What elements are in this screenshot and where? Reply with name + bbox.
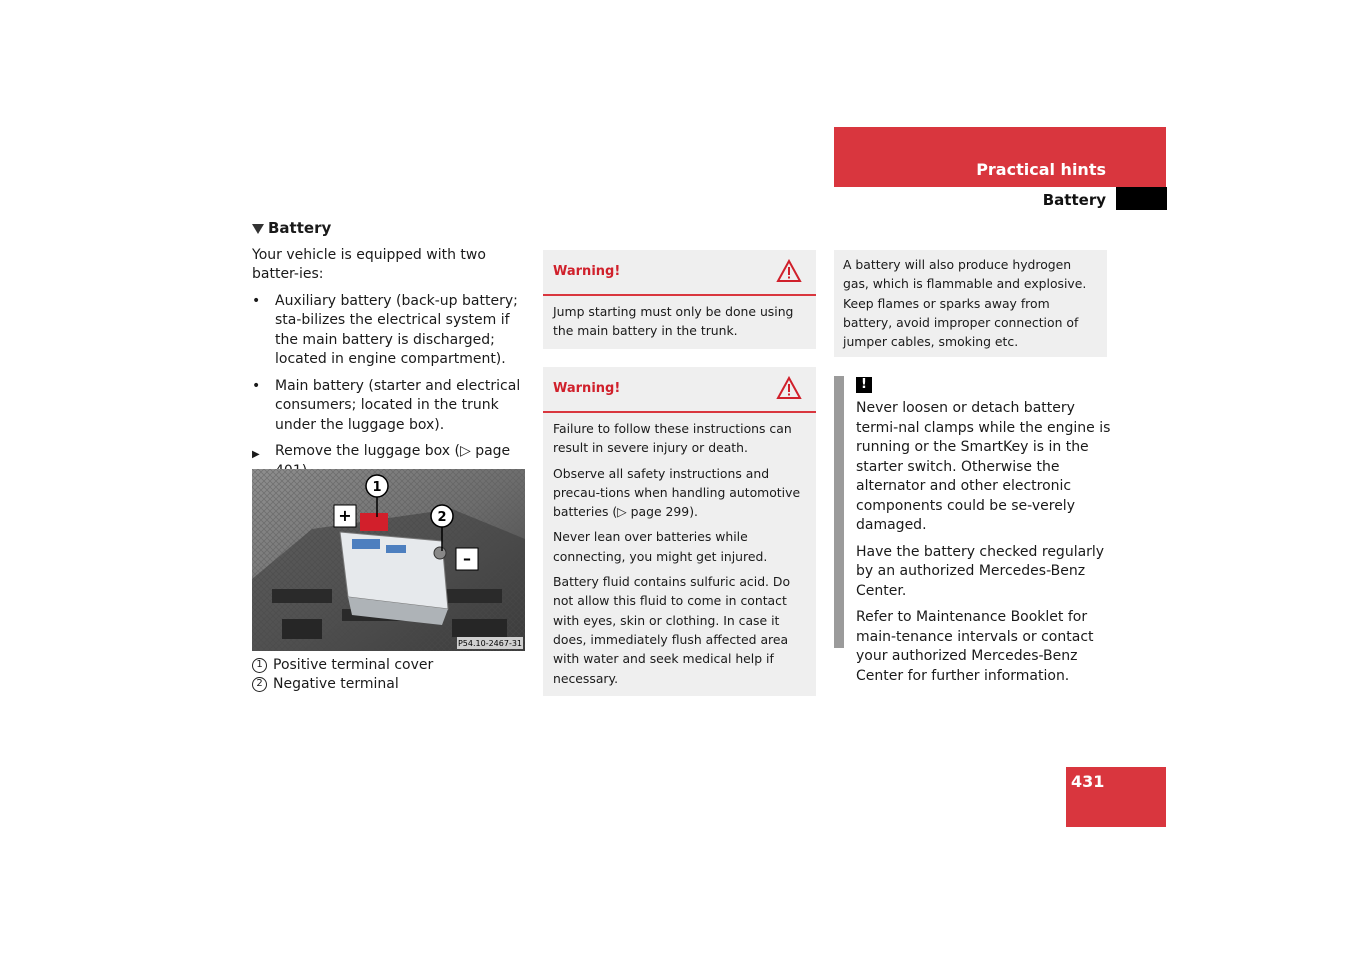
warning-label: Warning! bbox=[553, 264, 621, 279]
section-triangle-icon bbox=[252, 224, 264, 234]
note-bar bbox=[834, 376, 844, 648]
hydrogen-warning-continued bbox=[834, 250, 1107, 357]
minus-label: – bbox=[463, 549, 471, 568]
note-text: Refer to Maintenance Booklet for main-tenance intervals or contact your authorized Mercedes-Benz Center for further information. bbox=[856, 609, 1094, 684]
caption-number: 1 bbox=[252, 658, 267, 673]
caption-text: Negative terminal bbox=[273, 676, 399, 692]
callout-2-label: 2 bbox=[437, 510, 447, 525]
note-text: Never loosen or detach battery termi-nal clamps while the engine is running or the SmartKey is in the starter switch. Otherwise the alternator and other electronic components could be se-verely damaged. bbox=[856, 400, 1111, 533]
warning-label: Warning! bbox=[553, 381, 621, 396]
callout-1-label: 1 bbox=[372, 480, 382, 495]
warning-text: Observe all safety instructions and precau-tions when handling automotive batteries (▷ page 299). bbox=[553, 465, 801, 520]
caption-text: Positive terminal cover bbox=[273, 657, 434, 673]
bullet-icon: • bbox=[252, 377, 261, 394]
list-item-text: Main battery (starter and electrical consumers; located in the trunk under the luggage box). bbox=[275, 377, 521, 433]
warning-body bbox=[543, 413, 816, 696]
warning-text: Never lean over batteries while connecting, you might get injured. bbox=[553, 529, 768, 564]
list-item bbox=[252, 292, 527, 370]
warning-text: Battery fluid contains sulfuric acid. Do not allow this fluid to come in contact with eyes, skin or clothing. In case it does, immediately flush affected area with water and seek medical help if necessary. bbox=[553, 574, 791, 686]
warning-header bbox=[543, 367, 816, 413]
plus-label: + bbox=[338, 506, 352, 525]
warning-header bbox=[543, 250, 816, 296]
heading bbox=[252, 219, 527, 239]
battery-photo bbox=[252, 469, 525, 651]
hydrogen-text: A battery will also produce hydrogen gas, which is flammable and explosive. Keep flames or sparks away from battery, avoid improper connection of jumper cables, smoking etc. bbox=[843, 257, 1087, 350]
warning-text: Jump starting must only be done using the main battery in the trunk. bbox=[553, 304, 794, 339]
page-number: 431 bbox=[1071, 772, 1105, 791]
exclamation-icon: ! bbox=[856, 377, 872, 393]
subsection-title: Battery bbox=[1042, 191, 1106, 209]
intro-text: Your vehicle is equipped with two batter-ies: bbox=[252, 246, 486, 282]
thumb-tab bbox=[1116, 187, 1167, 210]
warning-triangle-icon bbox=[776, 376, 802, 400]
warning-triangle-icon bbox=[776, 259, 802, 283]
heading-text: Battery bbox=[268, 219, 332, 237]
warning-box-1 bbox=[543, 250, 816, 349]
warning-box-2 bbox=[543, 367, 816, 696]
step-arrow-icon: ▶ bbox=[252, 449, 260, 460]
photo-code: P54.10-2467-31 bbox=[457, 639, 523, 648]
note-text: Have the battery checked regularly by an authorized Mercedes-Benz Center. bbox=[856, 543, 1105, 599]
damage-note bbox=[856, 375, 1111, 693]
main-column bbox=[252, 219, 527, 487]
caption-2 bbox=[252, 676, 527, 692]
section-title: Practical hints bbox=[976, 160, 1106, 179]
caption-number: 2 bbox=[252, 677, 267, 692]
list-item bbox=[252, 377, 527, 436]
step-text: Remove the luggage box (▷ page bbox=[275, 443, 511, 459]
bullet-icon: • bbox=[252, 292, 261, 309]
warning-text: Failure to follow these instructions can result in severe injury or death. bbox=[553, 421, 792, 456]
caption-1 bbox=[252, 657, 527, 673]
warning-body bbox=[543, 296, 816, 349]
list-item-text: Auxiliary battery (back-up battery; sta-bilizes the electrical system if the main battery is discharged; located in engine compartment). bbox=[275, 292, 518, 367]
